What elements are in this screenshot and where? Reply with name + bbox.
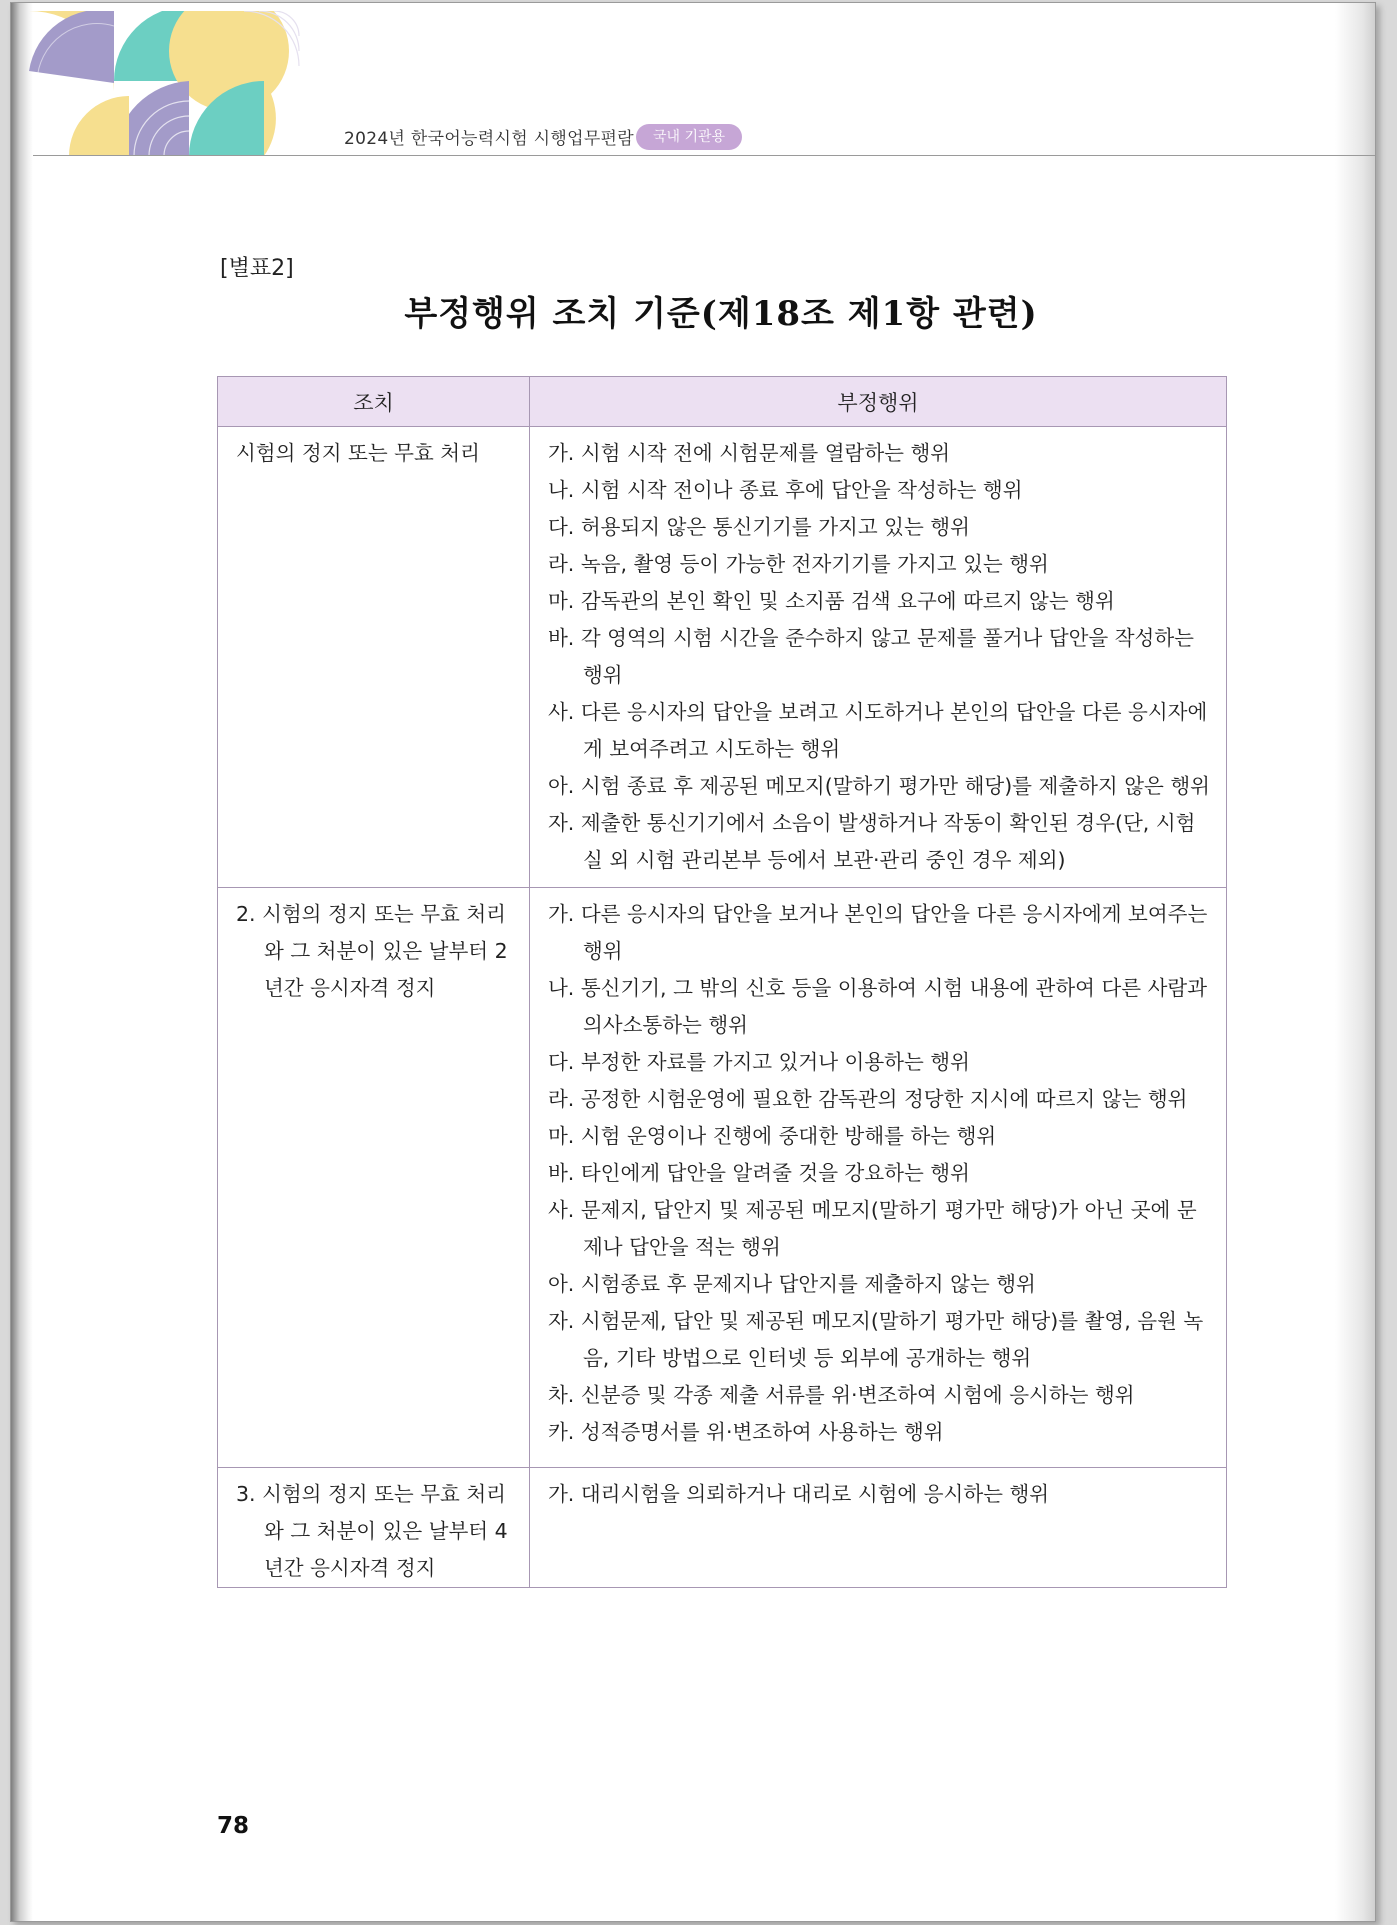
page-number: 78	[217, 1813, 250, 1839]
misconduct-item: 가. 시험 시작 전에 시험문제를 열람하는 행위	[548, 441, 951, 465]
document-page	[10, 2, 1376, 1922]
running-header-title: 2024년 한국어능력시험 시행업무편람	[344, 129, 634, 149]
table-row	[218, 427, 1227, 888]
misconduct-item: 마. 감독관의 본인 확인 및 소지품 검색 요구에 따르지 않는 행위	[548, 589, 1115, 613]
measure-cell	[218, 1468, 530, 1588]
header-divider	[33, 155, 1375, 156]
misconduct-list-cell	[530, 888, 1227, 1468]
misconduct-item: 다. 부정한 자료를 가지고 있거나 이용하는 행위	[548, 1050, 970, 1074]
column-header-misconduct: 부정행위	[530, 377, 1227, 427]
appendix-label: [별표2]	[220, 256, 294, 281]
misconduct-item: 바. 타인에게 답안을 알려줄 것을 강요하는 행위	[548, 1161, 970, 1185]
misconduct-measures-table	[217, 376, 1227, 1588]
measure-text: 시험의 정지 또는 무효 처리	[236, 441, 480, 465]
misconduct-item: 마. 시험 운영이나 진행에 중대한 방해를 하는 행위	[548, 1124, 997, 1148]
misconduct-item: 라. 공정한 시험운영에 필요한 감독관의 정당한 지시에 따르지 않는 행위	[548, 1087, 1188, 1111]
table-header-row	[218, 377, 1227, 427]
misconduct-item: 사. 문제지, 답안지 및 제공된 메모지(말하기 평가만 해당)가 아닌 곳에 문제나 답안을 적는 행위	[548, 1198, 1197, 1259]
misconduct-item: 자. 시험문제, 답안 및 제공된 메모지(말하기 평가만 해당)를 촬영, 음원 녹음, 기타 방법으로 인터넷 등 외부에 공개하는 행위	[548, 1309, 1204, 1370]
misconduct-item: 다. 허용되지 않은 통신기기를 가지고 있는 행위	[548, 515, 970, 539]
measure-text: 3. 시험의 정지 또는 무효 처리와 그 처분이 있은 날부터 4년간 응시자격 정지	[236, 1482, 508, 1580]
misconduct-item: 라. 녹음, 촬영 등이 가능한 전자기기를 가지고 있는 행위	[548, 552, 1049, 576]
misconduct-item: 차. 신분증 및 각종 제출 서류를 위·변조하여 시험에 응시하는 행위	[548, 1383, 1135, 1407]
misconduct-item: 가. 대리시험을 의뢰하거나 대리로 시험에 응시하는 행위	[548, 1482, 1050, 1506]
measure-cell	[218, 427, 530, 888]
page-edge-shadow	[1335, 3, 1375, 1921]
book-spine-shadow	[11, 3, 33, 1921]
misconduct-list-cell	[530, 427, 1227, 888]
audience-badge: 국내 기관용	[636, 124, 742, 150]
table-row	[218, 888, 1227, 1468]
misconduct-item: 사. 다른 응시자의 답안을 보려고 시도하거나 본인의 답안을 다른 응시자에게 보여주려고 시도하는 행위	[548, 700, 1208, 761]
misconduct-list-cell	[530, 1468, 1227, 1588]
misconduct-item: 자. 제출한 통신기기에서 소음이 발생하거나 작동이 확인된 경우(단, 시험실 외 시험 관리본부 등에서 보관·관리 중인 경우 제외)	[548, 811, 1196, 872]
decorative-header-art	[29, 11, 329, 156]
misconduct-item: 아. 시험 종료 후 제공된 메모지(말하기 평가만 해당)를 제출하지 않은 행위	[548, 774, 1210, 798]
column-header-measure: 조치	[218, 377, 530, 427]
misconduct-item: 가. 다른 응시자의 답안을 보거나 본인의 답안을 다른 응시자에게 보여주는 행위	[548, 902, 1208, 963]
misconduct-item: 나. 시험 시작 전이나 종료 후에 답안을 작성하는 행위	[548, 478, 1023, 502]
misconduct-item: 카. 성적증명서를 위·변조하여 사용하는 행위	[548, 1420, 944, 1444]
document-title: 부정행위 조치 기준(제18조 제1항 관련)	[404, 294, 1038, 334]
table-row	[218, 1468, 1227, 1588]
misconduct-item: 아. 시험종료 후 문제지나 답안지를 제출하지 않는 행위	[548, 1272, 1036, 1296]
misconduct-item: 바. 각 영역의 시험 시간을 준수하지 않고 문제를 풀거나 답안을 작성하는 행위	[548, 626, 1194, 687]
measure-cell	[218, 888, 530, 1468]
measure-text: 2. 시험의 정지 또는 무효 처리와 그 처분이 있은 날부터 2년간 응시자격 정지	[236, 902, 508, 1000]
misconduct-item: 나. 통신기기, 그 밖의 신호 등을 이용하여 시험 내용에 관하여 다른 사람과 의사소통하는 행위	[548, 976, 1207, 1037]
